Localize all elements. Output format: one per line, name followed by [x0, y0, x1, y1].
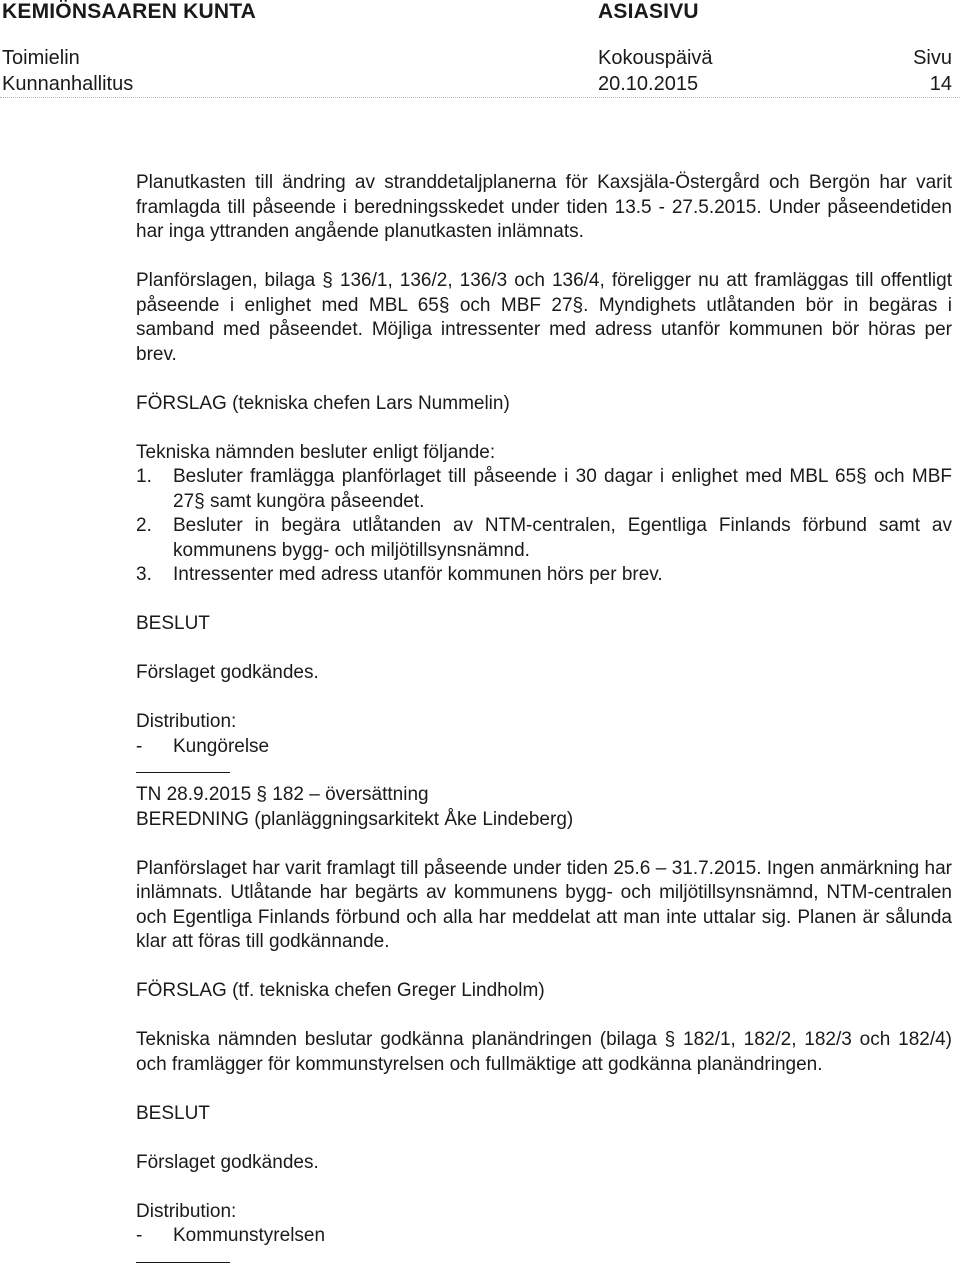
list-item — [136, 465, 952, 514]
proposal-heading: FÖRSLAG (tf. tekniska chefen Greger Lindholm) — [136, 980, 545, 1001]
list-item-text: Intressenter med adress utanför kommunen hörs per brev. — [173, 564, 663, 585]
page-number-value: 14 — [929, 73, 952, 95]
list-item-number: 2. — [136, 515, 152, 536]
meeting-date-label: Kokouspäivä — [598, 47, 713, 69]
distribution-recipient: Kommunstyrelsen — [173, 1225, 326, 1246]
document-body — [136, 171, 952, 1273]
page-header-values-row — [0, 73, 960, 97]
paragraph: Planförslaget har varit framlagt till påseende under tiden 25.6 – 31.7.2015. Ingen anmärkning har inlämnats. Utlåtande har begärts av kommunens bygg- och miljötillsynsnämnd, NTM-centralen och Egentliga Finlands förbund och alla har meddelat att man inte uttalar sig. Planen är sålunda klar att föras till godkännande. — [136, 857, 952, 952]
distribution-recipient: Kungörelse — [173, 735, 270, 757]
municipality-name: KEMIÖNSAAREN KUNTA — [2, 0, 257, 23]
meeting-date-value: 20.10.2015 — [598, 73, 699, 95]
page-number-label: Sivu — [913, 47, 952, 69]
list-item-number: 3. — [136, 564, 152, 585]
distribution-item — [136, 735, 952, 760]
list-dash: - — [136, 735, 143, 757]
header-divider — [0, 97, 960, 99]
paragraph: Tekniska nämnden beslutar godkänna planändringen (bilaga § 182/1, 182/2, 182/3 och 182/4) och framlägger för kommunstyrelsen och fullmäktige att godkänna planändringen. — [136, 1029, 952, 1075]
reference-line: TN 28.9.2015 § 182 – översättning — [136, 784, 429, 805]
list-item-text: Besluter in begära utlåtanden av NTM-centralen, Egentliga Finlands förbund samt av kommunens bygg- och miljötillsynsnämnd. — [173, 515, 952, 561]
section-separator — [136, 772, 230, 773]
decision-text: Förslaget godkändes. — [136, 662, 319, 683]
decision-intro: Tekniska nämnden besluter enligt följande: — [136, 441, 496, 463]
organ-value: Kunnanhallitus — [2, 73, 134, 95]
list-dash: - — [136, 1225, 143, 1246]
distribution-item — [136, 1224, 952, 1249]
decision-heading: BESLUT — [136, 1102, 210, 1124]
list-item — [136, 563, 952, 588]
page-header-labels-row — [0, 47, 960, 71]
distribution-label: Distribution: — [136, 711, 237, 732]
section-separator — [136, 1262, 230, 1263]
decision-text: Förslaget godkändes. — [136, 1151, 319, 1173]
page-header-title-row — [0, 0, 960, 24]
document-type: ASIASIVU — [598, 0, 699, 23]
numbered-list — [136, 465, 952, 588]
paragraph: Planutkasten till ändring av stranddetaljplanerna för Kaxsjäla-Östergård och Bergön har varit framlagda till påseende i beredningsskedet under tiden 13.5 - 27.5.2015. Under påseendetiden har inga yttranden angående planutkasten inlämnats. — [136, 172, 952, 242]
list-item — [136, 514, 952, 563]
preparation-heading: BEREDNING (planläggningsarkitekt Åke Lindeberg) — [136, 808, 574, 830]
decision-heading: BESLUT — [136, 613, 210, 634]
distribution-label: Distribution: — [136, 1200, 237, 1222]
list-item-number: 1. — [136, 466, 152, 487]
organ-label: Toimielin — [2, 47, 80, 69]
proposal-heading: FÖRSLAG (tekniska chefen Lars Nummelin) — [136, 392, 510, 414]
paragraph: Planförslagen, bilaga § 136/1, 136/2, 136/3 och 136/4, föreligger nu att framläggas till offentligt påseende i enlighet med MBL 65§ och MBF 27§. Myndighets utlåtanden bör in begäras i samband med påseendet. Möjliga intressenter med adress utanför kommunen bör höras per brev. — [136, 270, 952, 365]
list-item-text: Besluter framlägga planförlaget till påseende i 30 dagar i enlighet med MBL 65§ och MBF 27§ samt kungöra påseendet. — [173, 466, 952, 512]
